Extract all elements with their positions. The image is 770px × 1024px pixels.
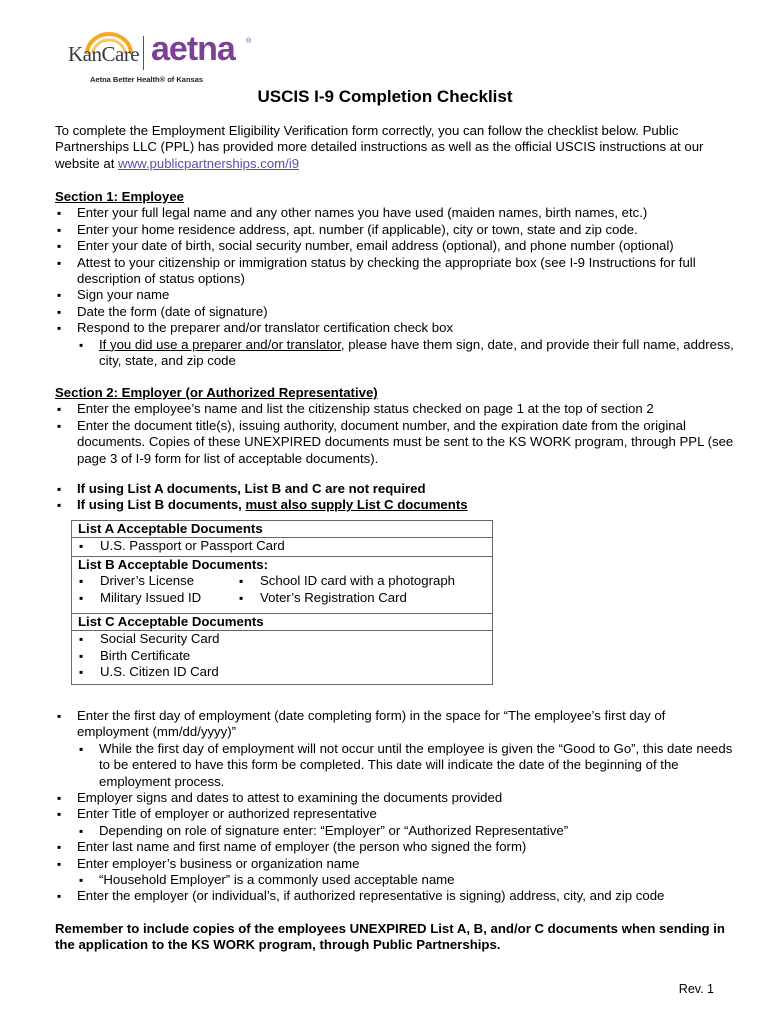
page-title: USCIS I-9 Completion Checklist xyxy=(257,87,513,106)
acceptable-documents-table xyxy=(71,520,493,685)
sub-list-item: ▪ Depending on role of signature enter: “Employer” or “Authorized Representative” xyxy=(77,823,735,839)
list-item: ▪ Driver’s License xyxy=(72,573,232,589)
list-item: ▪ Enter your home residence address, apt. number (if applicable), city or town, state and zip code. xyxy=(55,222,735,238)
list-item: ▪ Enter your date of birth, social security number, email address (optional), and phone number (optional) xyxy=(55,238,735,254)
preparer-underlined: If you did use a preparer and/or translator xyxy=(99,336,341,352)
list-item: ▪ School ID card with a photograph xyxy=(232,573,472,589)
sub-list-item xyxy=(77,337,735,370)
section-1-heading: Section 1: Employee xyxy=(55,189,184,204)
ppl-i9-link[interactable]: www.publicpartnerships.com/i9 xyxy=(118,155,300,171)
list-item: ▪ Attest to your citizenship or immigration status by checking the appropriate box (see I-9 Instructions for full description of status options) xyxy=(55,255,735,288)
list-item: ▪ Enter your full legal name and any other names you have used (maiden names, birth names, etc.) xyxy=(55,205,735,221)
list-item: ▪ Enter the document title(s), issuing authority, document number, and the expiration date from the original documents. Copies of these UNEXPIRED documents must be sent to the KS WORK program, through PPL (see page 3 of I-9 form for list of acceptable documents). xyxy=(55,418,735,467)
section-1-list xyxy=(55,205,735,369)
intro-text: To complete the Employment Eligibility Verification form correctly, you can follow the checklist below. Public Partnerships LLC (PPL) has provided more detailed instructions as well as the official USCIS instructions at our website at xyxy=(55,123,704,171)
intro-paragraph xyxy=(55,123,735,172)
list-b-body xyxy=(72,573,492,613)
list-b-note-prefix: If using List B documents, xyxy=(77,497,246,513)
list-item: ▪ U.S. Passport or Passport Card xyxy=(72,538,492,554)
business-text: Enter employer’s business or organization name xyxy=(77,855,360,871)
list-item: ▪ Date the form (date of signature) xyxy=(55,304,735,320)
section-1 xyxy=(55,189,735,369)
list-item: ▪ Employer signs and dates to attest to examining the documents provided xyxy=(55,790,735,806)
list-b-col-2 xyxy=(232,573,472,606)
list-item xyxy=(55,320,735,369)
list-item: ▪ Birth Certificate xyxy=(72,648,492,664)
list-c-heading: List C Acceptable Documents xyxy=(72,613,492,630)
list-item: ▪ U.S. Citizen ID Card xyxy=(72,664,492,680)
list-item-text: Respond to the preparer and/or translator certification check box xyxy=(77,320,454,336)
spacer xyxy=(55,467,735,481)
reminder-note: Remember to include copies of the employees UNEXPIRED List A, B, and/or C documents when sending in the application to the KS WORK program, through Public Partnerships. xyxy=(55,921,725,953)
aetna-wordmark: aetna xyxy=(151,30,235,68)
list-a-note: ▪ If using List A documents, List B and C are not required xyxy=(55,481,735,497)
logo-divider xyxy=(143,36,144,70)
list-item xyxy=(55,708,735,790)
list-a-heading: List A Acceptable Documents xyxy=(72,521,492,537)
sub-list-item: ▪ While the first day of employment will not occur until the employee is given the “Good to Go”, this date needs to be entered to have this form be completed. This date will indicate the date of the beginning of the employment process. xyxy=(77,741,735,790)
section-2 xyxy=(55,385,735,514)
list-a-body xyxy=(72,537,492,555)
sub-list-item: ▪ “Household Employer” is a commonly used acceptable name xyxy=(77,872,735,888)
list-item: ▪ Enter last name and first name of employer (the person who signed the form) xyxy=(55,839,735,855)
section-2-list xyxy=(55,401,735,467)
list-item: ▪ Voter’s Registration Card xyxy=(232,590,472,606)
preparer-rest: , please have them sign, date, and provide their full name, address, city, state, and zip code xyxy=(99,336,734,369)
revision-label: Rev. 1 xyxy=(678,982,714,996)
sub-list xyxy=(77,337,735,370)
registered-mark: ® xyxy=(246,38,252,45)
list-item xyxy=(55,806,735,839)
list-b-note-underlined: must also supply List C documents xyxy=(245,497,468,513)
list-item: ▪ Enter the employee’s name and list the citizenship status checked on page 1 at the top of section 2 xyxy=(55,401,735,417)
section-2-continued xyxy=(55,708,735,905)
list-item: ▪ Military Issued ID xyxy=(72,590,232,606)
first-day-text: Enter the first day of employment (date completing form) in the space for “The employee’s first day of employment (mm/dd/yyyy)” xyxy=(77,708,666,740)
kancare-aetna-logo xyxy=(62,30,292,90)
list-b-heading: List B Acceptable Documents: xyxy=(72,556,492,573)
list-notes xyxy=(55,481,735,514)
list-c-body xyxy=(72,630,492,683)
list-item: ▪ Sign your name xyxy=(55,287,735,303)
kancare-wordmark: KanCare xyxy=(68,42,140,66)
list-b-note xyxy=(55,497,735,513)
logo-tagline: Aetna Better Health® of Kansas xyxy=(90,75,204,84)
title-text: Enter Title of employer or authorized representative xyxy=(77,806,377,822)
section-2-heading: Section 2: Employer (or Authorized Representative) xyxy=(55,385,378,400)
list-b-col-1 xyxy=(72,573,232,606)
list-item xyxy=(55,856,735,889)
section-2-more-list xyxy=(55,708,735,905)
list-item: ▪ Social Security Card xyxy=(72,631,492,647)
list-item: ▪ Enter the employer (or individual’s, if authorized representative is signing) address, city, and zip code xyxy=(55,888,735,904)
